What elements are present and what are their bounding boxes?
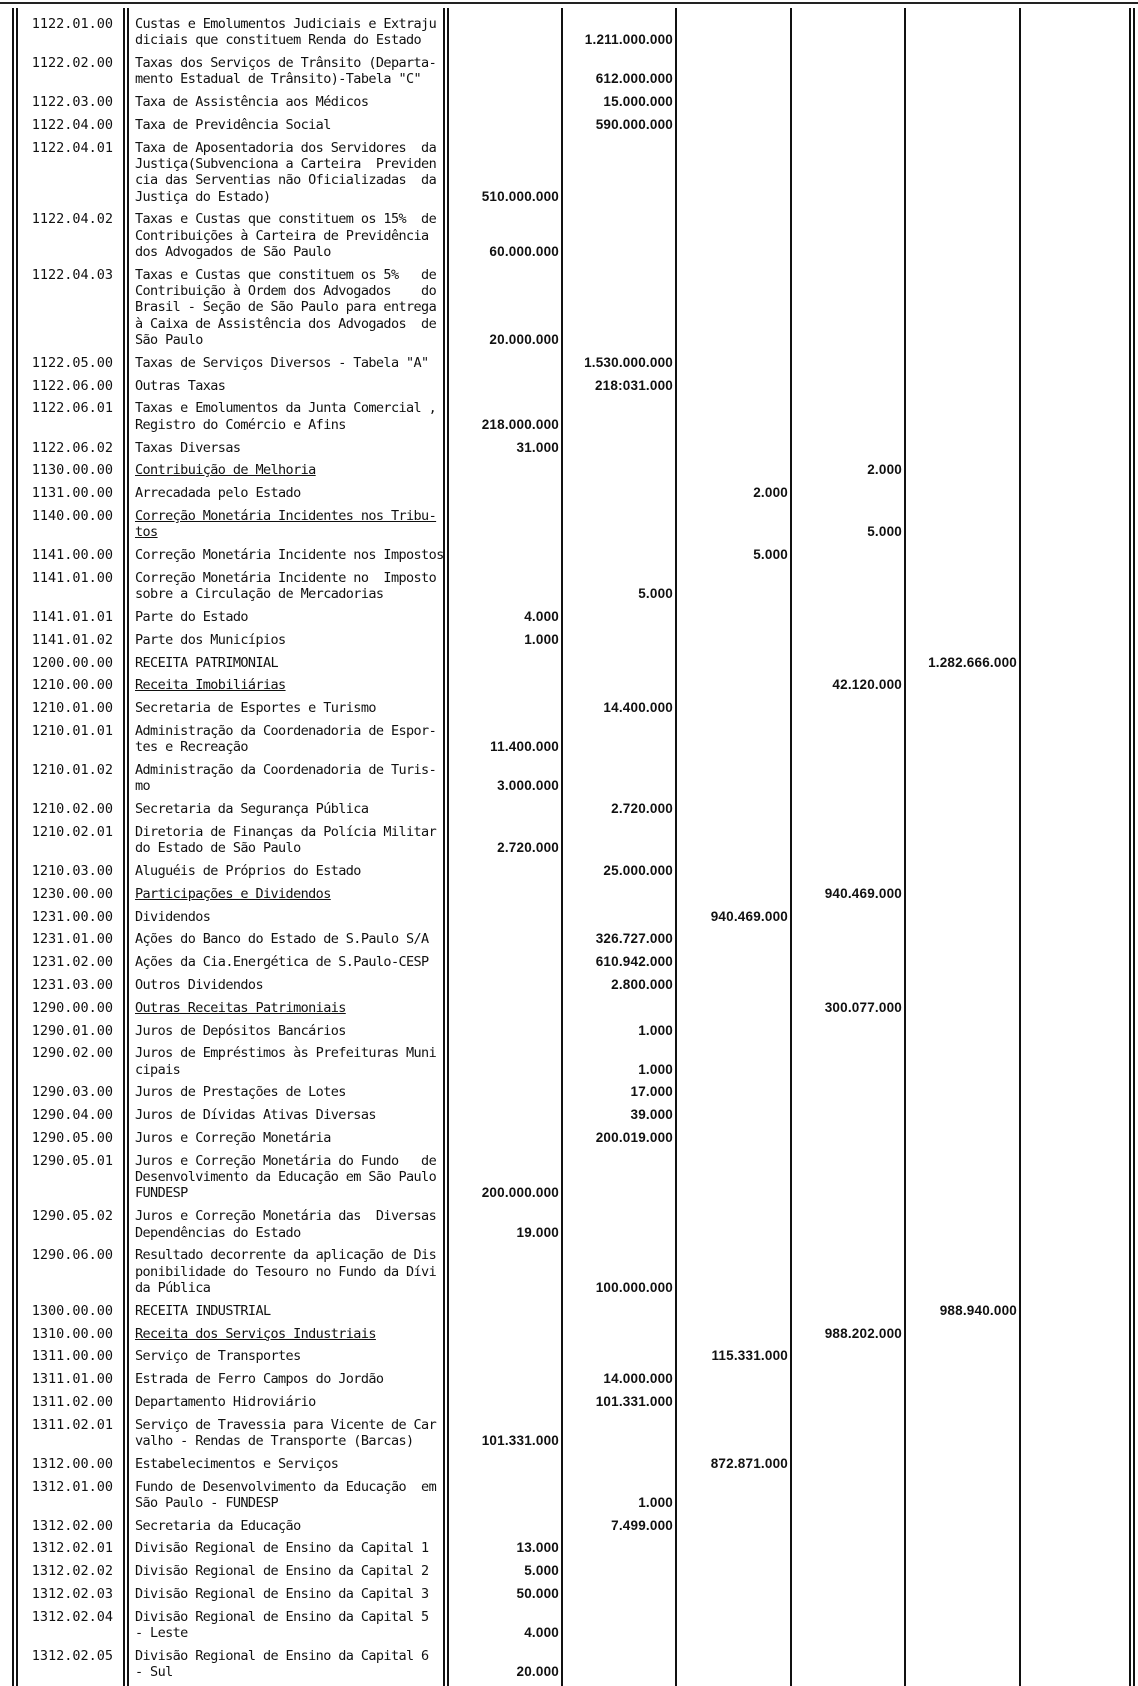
table-row [0, 351, 1138, 374]
table-row [0, 1559, 1138, 1582]
description-line: Divisão Regional de Ensino da Capital 3 [135, 1586, 429, 1603]
amount-col-2: 5.000 [638, 586, 673, 602]
account-code: 1290.05.00 [31, 1130, 113, 1147]
account-code: 1290.05.01 [31, 1152, 113, 1169]
table-row [0, 396, 1138, 435]
account-description [128, 1130, 444, 1146]
table-row [0, 1019, 1138, 1042]
description-line: Estabelecimentos e Serviços [135, 1455, 339, 1472]
table-row [0, 996, 1138, 1019]
account-code: 1122.04.00 [31, 116, 113, 133]
account-description [128, 267, 444, 348]
top-rule [0, 2, 1138, 4]
amount-col-4: 2.000 [867, 462, 902, 478]
description-line: Taxa de Previdência Social [135, 116, 331, 133]
description-line: Custas e Emolumentos Judiciais e Extraju [135, 16, 437, 32]
amount-col-1: 4.000 [524, 608, 559, 624]
description-line: Administração da Coordenadoria de Turis- [135, 761, 437, 778]
account-description [128, 1648, 444, 1681]
amount-col-2: 326.727.000 [595, 931, 673, 947]
account-description [128, 485, 444, 501]
description-line: Juros e Correção Monetária do Fundo de [135, 1152, 437, 1169]
amount-col-1: 3.000.000 [497, 778, 559, 794]
amount-col-2: 15.000.000 [603, 94, 673, 110]
account-description [128, 140, 444, 205]
account-description [128, 1153, 444, 1202]
description-line: Juros e Correção Monetária [135, 1130, 331, 1147]
description-line: Receita dos Serviços Industriais [135, 1325, 376, 1342]
description-line: Secretaria da Segurança Pública [135, 801, 369, 818]
account-code: 1122.06.01 [31, 400, 113, 417]
description-line: Divisão Regional de Ensino da Capital 6 [135, 1647, 429, 1664]
description-line: mo [135, 778, 151, 795]
account-code: 1310.00.00 [31, 1325, 113, 1342]
table-row [0, 905, 1138, 928]
account-description [128, 1303, 444, 1319]
amount-col-2: 1.000 [638, 1494, 673, 1510]
table-row [0, 504, 1138, 543]
amount-col-1: 200.000.000 [481, 1185, 559, 1201]
amount-col-2: 7.499.000 [611, 1517, 673, 1533]
table-row [0, 1452, 1138, 1475]
account-code: 1231.00.00 [31, 908, 113, 925]
amount-col-1: 5.000 [524, 1563, 559, 1579]
account-description [128, 1326, 444, 1342]
description-line: Ações da Cia.Energética de S.Paulo-CESP [135, 954, 429, 971]
amount-col-2: 1.000 [638, 1022, 673, 1038]
description-line: tes e Recreação [135, 739, 248, 756]
amount-col-1: 1.000 [524, 631, 559, 647]
account-code: 1141.01.01 [31, 608, 113, 625]
description-line: Contribuições à Carteira de Previdência [135, 227, 429, 244]
account-code: 1122.02.00 [31, 55, 113, 72]
account-code: 1311.01.00 [31, 1371, 113, 1388]
account-description [128, 1348, 444, 1364]
description-line: Ações do Banco do Estado de S.Paulo S/A [135, 931, 429, 948]
table-row [0, 950, 1138, 973]
account-code: 1290.04.00 [31, 1107, 113, 1124]
amount-col-2: 612.000.000 [595, 71, 673, 87]
description-line: ponibilidade do Tesouro no Fundo da Dívi [135, 1263, 437, 1280]
description-line: Taxas Diversas [135, 439, 241, 456]
account-code: 1312.01.00 [31, 1478, 113, 1495]
description-line: Taxas e Custas que constituem os 5% de [135, 266, 437, 283]
amount-col-2: 218:031.000 [594, 377, 673, 393]
table-row [0, 436, 1138, 459]
account-code: 1210.03.00 [31, 862, 113, 879]
account-description [128, 1394, 444, 1410]
account-description [128, 462, 444, 478]
account-description [128, 677, 444, 693]
account-code: 1312.02.00 [31, 1517, 113, 1534]
table-row [0, 673, 1138, 696]
account-code: 1210.02.01 [31, 823, 113, 840]
account-code: 1122.04.03 [31, 266, 113, 283]
amount-col-2: 25.000.000 [603, 862, 673, 878]
account-code: 1141.00.00 [31, 547, 113, 564]
description-line: à Caixa de Assistência dos Advogados de [135, 315, 437, 332]
table-row [0, 90, 1138, 113]
table-row [0, 628, 1138, 651]
account-code: 1312.02.02 [31, 1563, 113, 1580]
account-code: 1290.03.00 [31, 1084, 113, 1101]
account-description [128, 655, 444, 671]
description-line: Contribuição à Ordem dos Advogados do [135, 283, 437, 300]
table-row [0, 820, 1138, 859]
amount-col-4: 300.077.000 [824, 999, 902, 1015]
table-row [0, 1514, 1138, 1537]
account-code: 1290.05.02 [31, 1208, 113, 1225]
description-line: Justiça do Estado) [135, 188, 271, 205]
table-row [0, 1605, 1138, 1644]
description-line: Secretaria de Esportes e Turismo [135, 700, 376, 717]
description-line: Juros de Empréstimos às Prefeituras Muni [135, 1045, 437, 1062]
amount-col-3: 940.469.000 [710, 908, 788, 924]
description-line: Outras Taxas [135, 377, 226, 394]
description-line: Serviço de Travessia para Vicente de Car [135, 1416, 437, 1433]
table-row [0, 1243, 1138, 1298]
account-code: 1122.06.02 [31, 439, 113, 456]
account-description [128, 700, 444, 716]
amount-col-2: 39.000 [630, 1107, 673, 1123]
account-code: 1231.02.00 [31, 954, 113, 971]
account-description [128, 863, 444, 879]
table-row [0, 973, 1138, 996]
amount-col-2: 2.800.000 [611, 976, 673, 992]
amount-col-2: 1.000 [638, 1061, 673, 1077]
table-row [0, 758, 1138, 797]
account-description [128, 1107, 444, 1123]
account-description [128, 931, 444, 947]
table-row [0, 1080, 1138, 1103]
table-row [0, 1413, 1138, 1452]
table-row [0, 1126, 1138, 1149]
table-row [0, 1536, 1138, 1559]
account-description [128, 824, 444, 857]
description-line: Correção Monetária Incidente nos Impostos [135, 547, 444, 564]
account-code: 1210.01.01 [31, 722, 113, 739]
account-description [128, 1084, 444, 1100]
amount-col-1: 19.000 [516, 1224, 559, 1240]
account-code: 1141.01.00 [31, 569, 113, 586]
account-code: 1312.02.05 [31, 1647, 113, 1664]
amount-col-2: 14.400.000 [603, 700, 673, 716]
account-code: 1311.02.00 [31, 1393, 113, 1410]
account-description [128, 55, 444, 88]
account-description [128, 1540, 444, 1556]
description-line: Dividendos [135, 908, 211, 925]
account-code: 1210.00.00 [31, 677, 113, 694]
description-line: - Leste [135, 1625, 188, 1642]
account-description [128, 886, 444, 902]
description-line: dos Advogados de São Paulo [135, 244, 331, 261]
amount-col-2: 200.019.000 [595, 1130, 673, 1146]
table-row [0, 1149, 1138, 1204]
amount-col-2: 1.530.000.000 [584, 354, 673, 370]
account-description [128, 1208, 444, 1241]
account-code: 1230.00.00 [31, 885, 113, 902]
account-description [128, 1456, 444, 1472]
amount-col-2: 101.331.000 [595, 1393, 673, 1409]
description-line: Outros Dividendos [135, 976, 263, 993]
table-row [0, 263, 1138, 351]
account-description [128, 609, 444, 625]
description-line: Administração da Coordenadoria de Espor- [135, 722, 437, 739]
table-row [0, 1322, 1138, 1345]
description-line: Departamento Hidroviário [135, 1393, 316, 1410]
description-line: tos [135, 524, 158, 541]
table-row [0, 719, 1138, 758]
table-row [0, 927, 1138, 950]
description-line: Contribuição de Melhoria [135, 462, 316, 479]
table-row [0, 1041, 1138, 1080]
amount-col-4: 5.000 [867, 524, 902, 540]
table-row [0, 1367, 1138, 1390]
amount-col-3: 872.871.000 [710, 1455, 788, 1471]
table-row [0, 1644, 1138, 1683]
description-line: Estrada de Ferro Campos do Jordão [135, 1371, 384, 1388]
account-code: 1210.02.00 [31, 801, 113, 818]
description-line: Taxas dos Serviços de Trânsito (Departa- [135, 55, 437, 72]
description-line: Arrecadada pelo Estado [135, 485, 301, 502]
account-description [128, 570, 444, 603]
account-description [128, 1371, 444, 1387]
description-line: Taxa de Aposentadoria dos Servidores da [135, 139, 437, 156]
description-line: Participações e Dividendos [135, 885, 331, 902]
account-description [128, 1000, 444, 1016]
account-description [128, 1045, 444, 1078]
account-code: 1231.03.00 [31, 976, 113, 993]
account-description [128, 632, 444, 648]
amount-col-5: 988.940.000 [939, 1302, 1017, 1318]
description-line: Dependências do Estado [135, 1224, 301, 1241]
description-line: Resultado decorrente da aplicação de Dis [135, 1247, 437, 1264]
description-line: Correção Monetária Incidente no Imposto [135, 569, 437, 586]
amount-col-1: 20.000.000 [489, 332, 559, 348]
description-line: Taxas e Emolumentos da Junta Comercial , [135, 400, 437, 417]
description-line: Taxas e Custas que constituem os 15% de [135, 211, 437, 228]
description-line: Divisão Regional de Ensino da Capital 1 [135, 1540, 429, 1557]
description-line: - Sul [135, 1664, 173, 1681]
table-row [0, 696, 1138, 719]
amount-col-4: 940.469.000 [824, 885, 902, 901]
budget-table [0, 12, 1138, 1683]
description-line: RECEITA PATRIMONIAL [135, 654, 279, 671]
amount-col-1: 60.000.000 [489, 244, 559, 260]
table-row [0, 374, 1138, 397]
account-description [128, 211, 444, 260]
description-line: Divisão Regional de Ensino da Capital 2 [135, 1563, 429, 1580]
description-line: Taxa de Assistência aos Médicos [135, 94, 369, 111]
description-line: Serviço de Transportes [135, 1348, 301, 1365]
account-code: 1231.01.00 [31, 931, 113, 948]
table-row [0, 1299, 1138, 1322]
description-line: FUNDESP [135, 1185, 188, 1202]
description-line: Parte dos Municípios [135, 631, 286, 648]
amount-col-5: 1.282.666.000 [928, 654, 1017, 670]
description-line: cipais [135, 1061, 181, 1078]
amount-col-2: 590.000.000 [595, 116, 673, 132]
account-description [128, 117, 444, 133]
amount-col-1: 11.400.000 [490, 739, 559, 755]
amount-col-2: 1.211.000.000 [584, 32, 673, 48]
account-code: 1122.03.00 [31, 94, 113, 111]
account-code: 1131.00.00 [31, 485, 113, 502]
description-line: Outras Receitas Patrimoniais [135, 999, 346, 1016]
description-line: Secretaria da Educação [135, 1517, 301, 1534]
account-description [128, 1417, 444, 1450]
amount-col-2: 17.000 [630, 1084, 673, 1100]
amount-col-1: 50.000 [516, 1586, 559, 1602]
amount-col-1: 4.000 [524, 1625, 559, 1641]
table-row [0, 797, 1138, 820]
account-description [128, 762, 444, 795]
account-code: 1122.01.00 [31, 16, 113, 32]
amount-col-3: 115.331.000 [711, 1348, 788, 1364]
table-row [0, 605, 1138, 628]
table-row [0, 136, 1138, 208]
account-description [128, 400, 444, 433]
account-description [128, 508, 444, 541]
account-description [128, 801, 444, 817]
account-description [128, 355, 444, 371]
account-description [128, 1247, 444, 1296]
description-line: Taxas de Serviços Diversos - Tabela "A" [135, 354, 429, 371]
description-line: Brasil - Seção de São Paulo para entrega [135, 299, 437, 316]
account-code: 1311.02.01 [31, 1416, 113, 1433]
table-row [0, 1103, 1138, 1126]
description-line: Desenvolvimento da Educação em São Paulo [135, 1169, 437, 1186]
account-description [128, 1609, 444, 1642]
table-row [0, 543, 1138, 566]
table-row [0, 51, 1138, 90]
description-line: cia das Serventias não Oficializadas da [135, 172, 437, 189]
table-row [0, 207, 1138, 262]
account-description [128, 1479, 444, 1512]
table-row [0, 1582, 1138, 1605]
description-line: valho - Rendas de Transporte (Barcas) [135, 1432, 414, 1449]
account-description [128, 547, 444, 563]
amount-col-1: 13.000 [516, 1540, 559, 1556]
description-line: Aluguéis de Próprios do Estado [135, 862, 361, 879]
account-description [128, 1586, 444, 1602]
account-description [128, 723, 444, 756]
description-line: Registro do Comércio e Afins [135, 416, 346, 433]
description-line: São Paulo [135, 332, 203, 349]
description-line: Parte do Estado [135, 608, 248, 625]
description-line: Juros e Correção Monetária das Diversas [135, 1208, 437, 1225]
description-line: Justiça(Subvenciona a Carteira Previden [135, 156, 437, 173]
account-description [128, 909, 444, 925]
account-code: 1312.02.03 [31, 1586, 113, 1603]
description-line: mento Estadual de Trânsito)-Tabela "C" [135, 71, 422, 88]
account-code: 1311.00.00 [31, 1348, 113, 1365]
account-code: 1290.06.00 [31, 1247, 113, 1264]
description-line: diciais que constituem Renda do Estado [135, 32, 422, 49]
amount-col-2: 100.000.000 [595, 1279, 673, 1295]
table-row [0, 1390, 1138, 1413]
table-row [0, 1475, 1138, 1514]
amount-col-3: 5.000 [753, 547, 788, 563]
account-code: 1140.00.00 [31, 507, 113, 524]
account-code: 1141.01.02 [31, 631, 113, 648]
description-line: Juros de Prestações de Lotes [135, 1084, 346, 1101]
account-code: 1312.02.04 [31, 1608, 113, 1625]
account-description [128, 977, 444, 993]
table-row [0, 481, 1138, 504]
account-code: 1290.00.00 [31, 999, 113, 1016]
account-description [128, 954, 444, 970]
table-row [0, 12, 1138, 51]
description-line: Divisão Regional de Ensino da Capital 5 [135, 1608, 429, 1625]
account-code: 1210.01.00 [31, 700, 113, 717]
account-description [128, 1023, 444, 1039]
account-code: 1122.05.00 [31, 354, 113, 371]
table-row [0, 458, 1138, 481]
account-description [128, 1563, 444, 1579]
description-line: Diretoria de Finanças da Polícia Militar [135, 823, 437, 840]
account-description [128, 16, 444, 49]
amount-col-2: 2.720.000 [611, 801, 673, 817]
description-line: São Paulo - FUNDESP [135, 1494, 279, 1511]
amount-col-1: 218.000.000 [481, 416, 559, 432]
amount-col-1: 510.000.000 [481, 188, 559, 204]
description-line: RECEITA INDUSTRIAL [135, 1302, 271, 1319]
account-description [128, 94, 444, 110]
description-line: Juros de Dívidas Ativas Diversas [135, 1107, 376, 1124]
account-description [128, 440, 444, 456]
amount-col-1: 101.331.000 [481, 1432, 559, 1448]
description-line: do Estado de São Paulo [135, 840, 301, 857]
account-description [128, 1518, 444, 1534]
table-row [0, 882, 1138, 905]
amount-col-3: 2.000 [753, 485, 788, 501]
table-row [0, 1344, 1138, 1367]
account-code: 1122.04.02 [31, 211, 113, 228]
account-code: 1122.06.00 [31, 377, 113, 394]
account-code: 1312.02.01 [31, 1540, 113, 1557]
table-row [0, 566, 1138, 605]
description-line: Fundo de Desenvolvimento da Educação em [135, 1478, 437, 1495]
account-code: 1122.04.01 [31, 139, 113, 156]
amount-col-2: 14.000.000 [603, 1371, 673, 1387]
description-line: Correção Monetária Incidentes nos Tribu- [135, 507, 437, 524]
table-row [0, 651, 1138, 674]
table-row [0, 1204, 1138, 1243]
amount-col-2: 610.942.000 [595, 954, 673, 970]
description-line: Receita Imobiliárias [135, 677, 286, 694]
description-line: da Pública [135, 1279, 211, 1296]
description-line: sobre a Circulação de Mercadorias [135, 586, 384, 603]
amount-col-4: 988.202.000 [824, 1325, 902, 1341]
amount-col-1: 20.000 [516, 1664, 559, 1680]
description-line: Juros de Depósitos Bancários [135, 1022, 346, 1039]
account-description [128, 378, 444, 394]
account-code: 1210.01.02 [31, 761, 113, 778]
account-code: 1290.02.00 [31, 1045, 113, 1062]
amount-col-1: 2.720.000 [497, 840, 559, 856]
account-code: 1290.01.00 [31, 1022, 113, 1039]
amount-col-4: 42.120.000 [832, 677, 902, 693]
account-code: 1300.00.00 [31, 1302, 113, 1319]
account-code: 1200.00.00 [31, 654, 113, 671]
amount-col-1: 31.000 [516, 439, 559, 455]
account-code: 1312.00.00 [31, 1455, 113, 1472]
table-row [0, 859, 1138, 882]
table-row [0, 113, 1138, 136]
account-code: 1130.00.00 [31, 462, 113, 479]
